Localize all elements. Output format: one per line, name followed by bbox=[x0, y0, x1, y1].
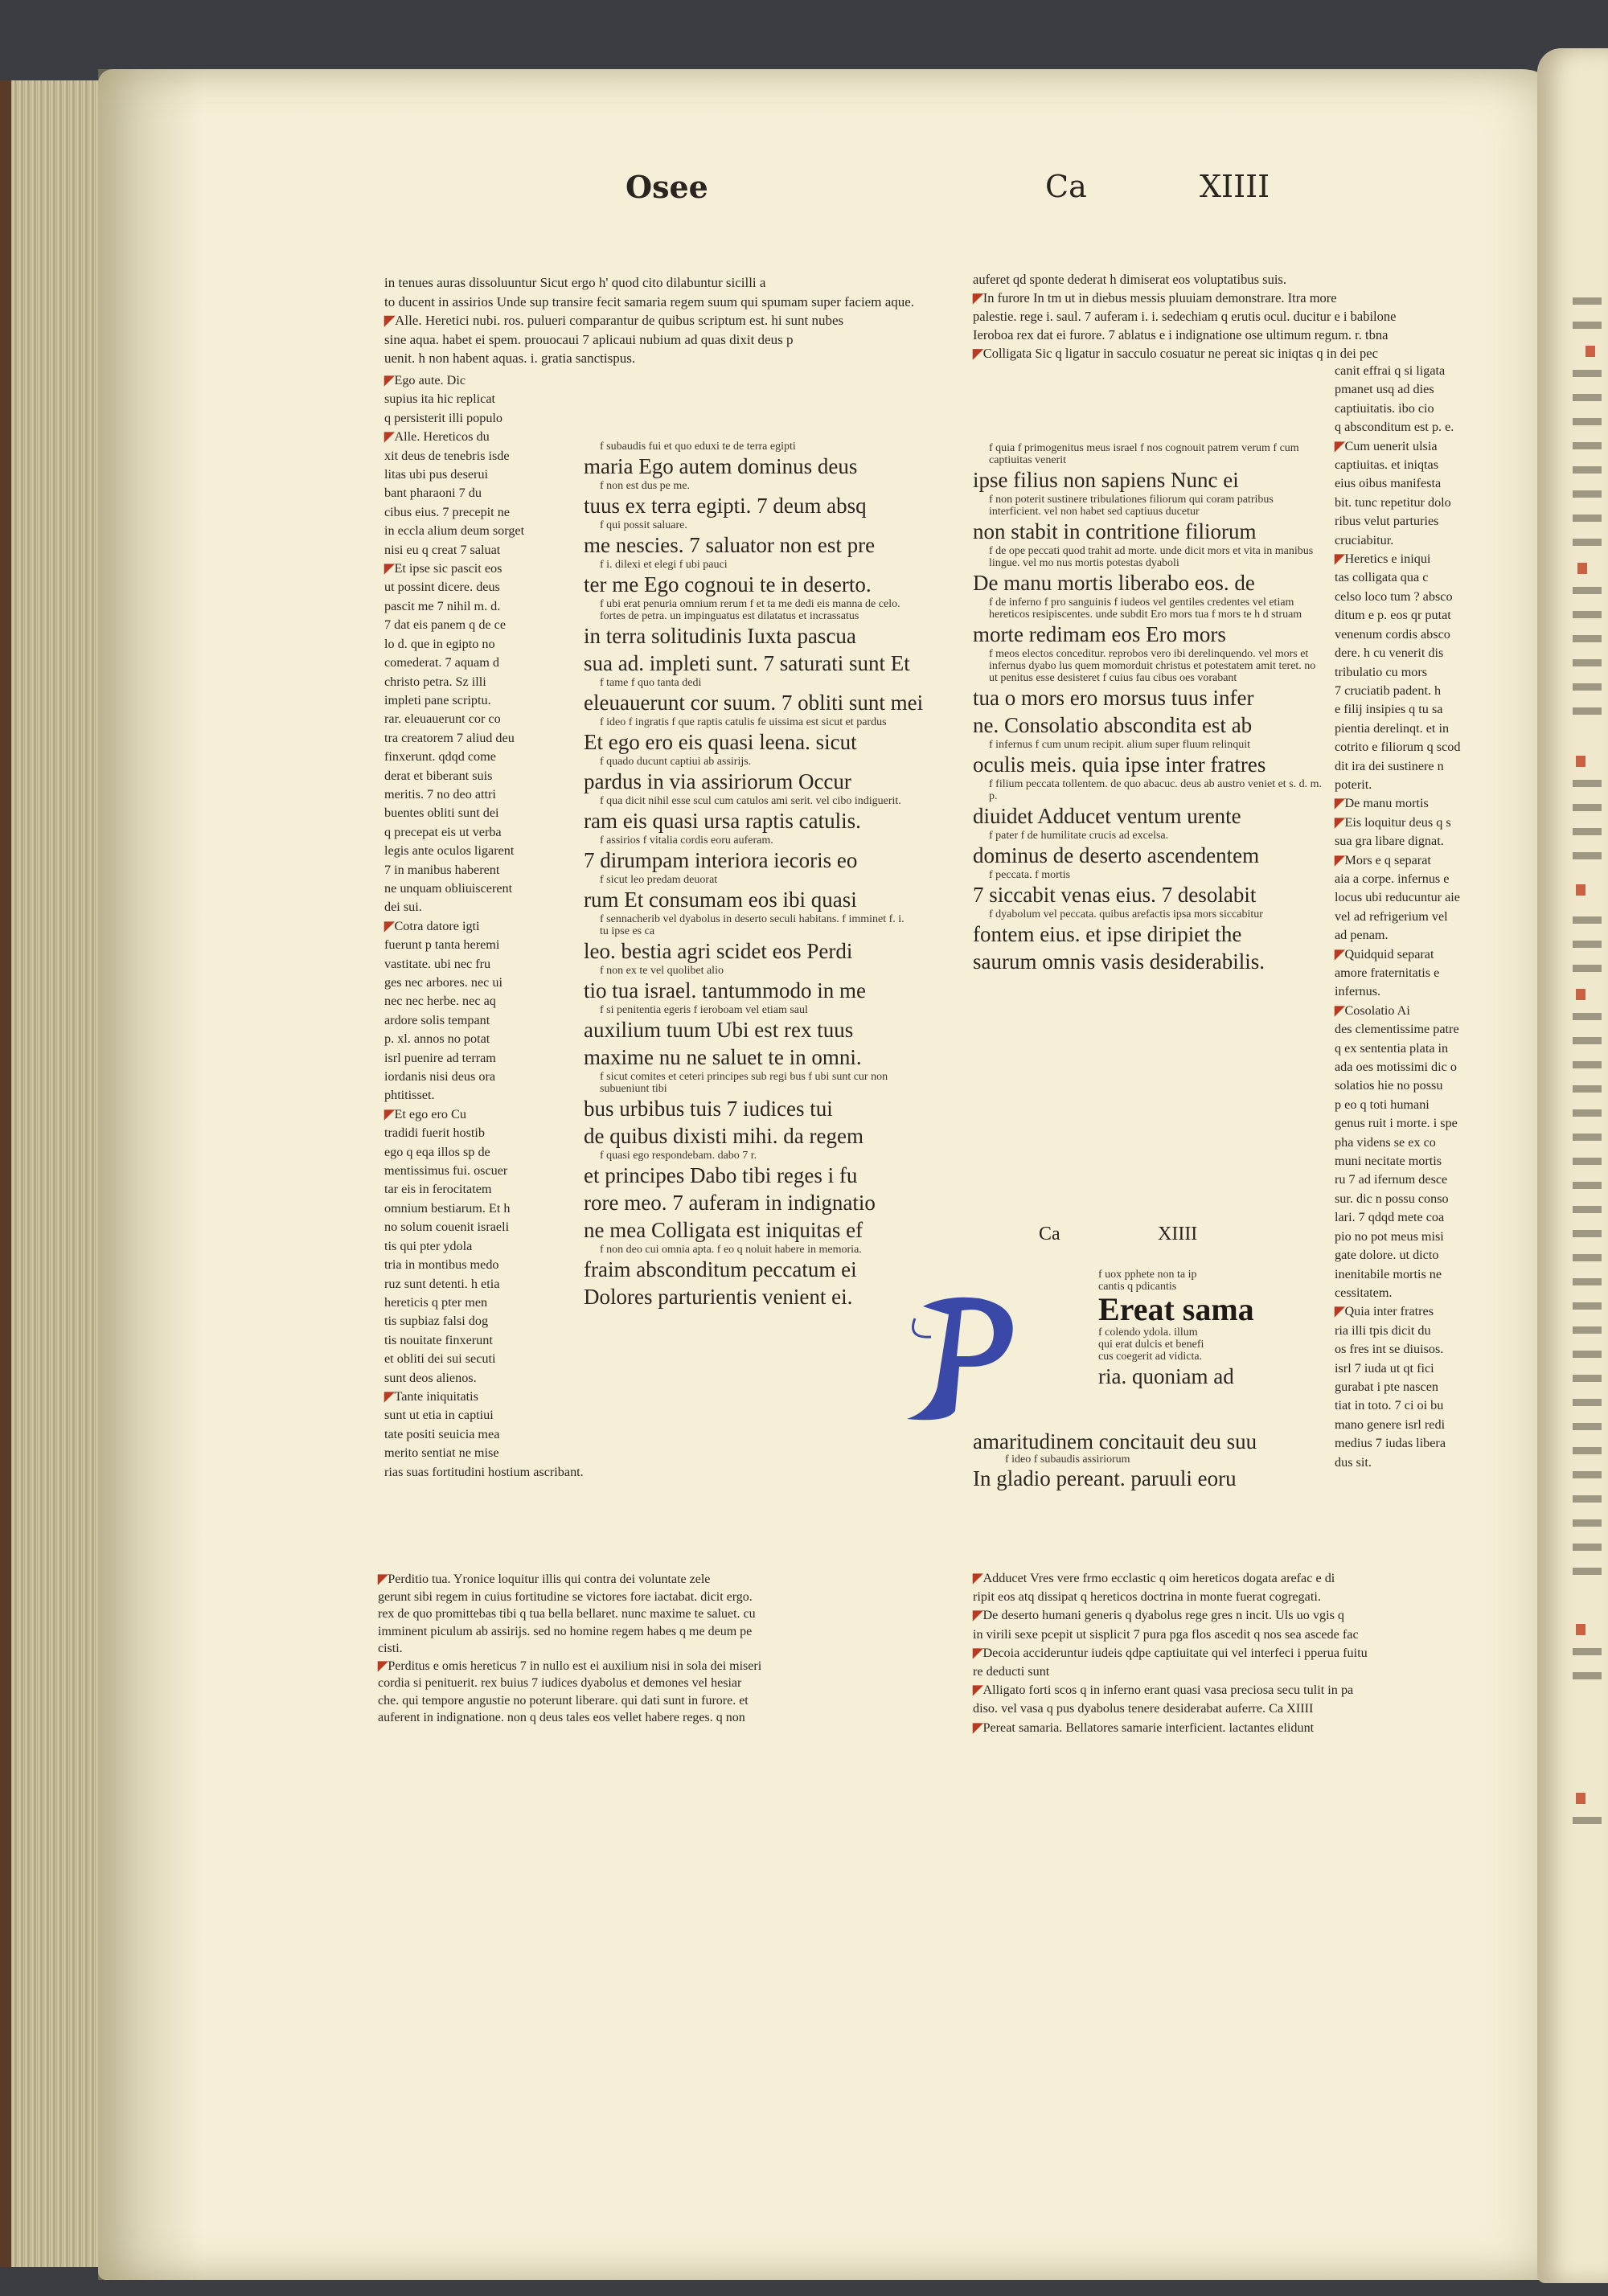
running-title: Osee bbox=[626, 169, 708, 205]
interlinear-gloss: f i. dilexi et elegi f ubi pauci bbox=[600, 559, 728, 571]
rubric-mark: ◤ bbox=[384, 313, 396, 328]
gloss-line: litas ubi pus deserui bbox=[384, 467, 489, 482]
gloss-line: ruz sunt detenti. h etia bbox=[384, 1276, 500, 1291]
right-gloss-bottom bbox=[973, 1569, 1487, 1737]
gloss-line: sua gra libare dignat. bbox=[1335, 834, 1444, 849]
gloss-line: gate dolore. ut dicto bbox=[1335, 1248, 1439, 1263]
gloss-line: sur. dic n possu conso bbox=[1335, 1191, 1449, 1206]
main-text-line: ter me Ego cognoui te in deserto. bbox=[584, 572, 872, 597]
rubric-mark: ◤ bbox=[973, 346, 983, 361]
gloss-line: impleti pane scriptu. bbox=[384, 692, 491, 707]
interlinear-gloss: f pater f de humilitate crucis ad excelsa. bbox=[989, 830, 1169, 842]
gloss-line: dus sit. bbox=[1335, 1454, 1372, 1470]
gloss-line: dei sui. bbox=[384, 900, 422, 915]
gloss-line: dit ira dei sustinere n bbox=[1335, 758, 1444, 773]
main-text-line: 7 siccabit venas eius. 7 desolabit bbox=[973, 883, 1257, 907]
gloss-line: in virili sexe pcepit ut sisplicit 7 pura pga flos ascedit q nos sea ascede fac bbox=[973, 1626, 1359, 1642]
interlinear-gloss: f sennacherib vel dyabolus in deserto seculi habitans. f imminet f. i. tu ipse es ca bbox=[600, 913, 904, 937]
gutter-shadow bbox=[98, 69, 203, 2280]
main-text-line: ne. Consolatio abscondita est ab bbox=[973, 713, 1253, 737]
gloss-line: ◤Alle. Hereticos du bbox=[384, 429, 490, 445]
gloss-line: isrl 7 iuda ut qt fici bbox=[1335, 1360, 1434, 1376]
gloss-line: e filij insipies q tu sa bbox=[1335, 702, 1443, 717]
main-text-line: de quibus dixisti mihi. da regem bbox=[584, 1124, 863, 1148]
rubric-mark: ◤ bbox=[1335, 551, 1345, 567]
gloss-line: ◤De deserto humani generis q dyabolus rege gres n incit. Uls uo vgis q bbox=[973, 1608, 1345, 1623]
gloss-line: merito sentiat ne mise bbox=[384, 1445, 499, 1461]
gloss-line: re deducti sunt bbox=[973, 1664, 1050, 1679]
right-gloss-column bbox=[1335, 362, 1503, 1472]
gloss-line: pientia derelinqt. et in bbox=[1335, 720, 1450, 736]
gloss-line: ribus velut parturies bbox=[1335, 514, 1439, 529]
gloss-line: legis ante oculos ligarent bbox=[384, 843, 515, 859]
gloss-line: ◤Quia inter fratres bbox=[1335, 1304, 1434, 1319]
rubric-mark: ◤ bbox=[384, 561, 395, 576]
gloss-line: bit. tunc repetitur dolo bbox=[1335, 494, 1451, 510]
gloss-line: bant pharaoni 7 du bbox=[384, 486, 482, 501]
initial-p-block bbox=[1098, 1269, 1339, 1390]
gloss-line: derat et biberant suis bbox=[384, 768, 493, 783]
gloss-line: ut possint dicere. deus bbox=[384, 580, 500, 595]
gloss-line: pha videns se ex co bbox=[1335, 1134, 1436, 1150]
interlinear-gloss: f dyabolum vel peccata. quibus arefactis ipsa mors siccabitur bbox=[989, 908, 1263, 920]
interlinear-gloss: f meos electos conceditur. reprobos vero ibi derelinquendo. vel mors et infernus dyabo lus quem momorduit christus et potestatem amit teret. no ut penitus esse desisteret f cuius fau cibus oes vorabant bbox=[989, 648, 1316, 684]
running-chapter-number: XIIII bbox=[1200, 169, 1270, 204]
interlinear-gloss: f filium peccata tollentem. de quo abacuc. deus ab austro veniet et s. d. m. p. bbox=[989, 778, 1323, 802]
interlinear-gloss: f de inferno f pro sanguinis f iudeos vel gentiles credentes vel etiam hereticos resipiscentes. unde subdit Ero mors tua f mors te h d struam bbox=[989, 597, 1302, 621]
gloss-line: canit effrai q si ligata bbox=[1335, 363, 1446, 378]
gloss-line: ad penam. bbox=[1335, 928, 1389, 943]
rubric-mark: ◤ bbox=[384, 373, 395, 387]
main-text-line: auxilium tuum Ubi est rex tuus bbox=[584, 1018, 854, 1042]
gloss-line: captiuitas. et iniqtas bbox=[1335, 457, 1439, 473]
rubric-mark: ◤ bbox=[1335, 1002, 1345, 1018]
gloss-line: sunt deos alienos. bbox=[384, 1370, 477, 1385]
gloss-line: tiat in toto. 7 ci oi bu bbox=[1335, 1398, 1444, 1413]
rubric-mark: ◤ bbox=[1335, 438, 1345, 453]
initial-gloss-line: f uox pphete non ta ip bbox=[1098, 1269, 1197, 1281]
gloss-line: cibus eius. 7 precepit ne bbox=[384, 504, 510, 519]
gloss-line: meritis. 7 no deo attri bbox=[384, 786, 496, 802]
rubric-mark: ◤ bbox=[384, 1106, 395, 1121]
gloss-line: q persisterit illi populo bbox=[384, 410, 503, 425]
gloss-line: tis nouitate finxerunt bbox=[384, 1332, 493, 1347]
main-text-line: non stabit in contritione filiorum bbox=[973, 519, 1257, 543]
left-gloss-top bbox=[384, 273, 915, 368]
main-text-line: leo. bestia agri scidet eos Perdi bbox=[584, 939, 853, 963]
gloss-line: iordanis nisi deus ora bbox=[384, 1069, 496, 1084]
right-gloss-top bbox=[973, 270, 1503, 363]
main-text-line: ram eis quasi ursa raptis catulis. bbox=[584, 809, 861, 833]
interlinear-gloss: f ideo f ingratis f que raptis catulis fe uissima est sicut et pardus bbox=[600, 716, 887, 728]
gloss-line: tis qui pter ydola bbox=[384, 1238, 473, 1253]
rubric-mark: ◤ bbox=[1335, 796, 1345, 811]
interlinear-gloss: f ubi erat penuria omnium rerum f et ta me dedi eis manna de celo. fortes de petra. un impinguatus est dilatatus et incrassatus bbox=[600, 598, 900, 622]
gloss-line: venenum cordis absco bbox=[1335, 626, 1450, 642]
rubric-mark: ◤ bbox=[378, 1572, 388, 1586]
gloss-line: medius 7 iudas libera bbox=[1335, 1436, 1446, 1451]
interlinear-gloss: f qui possit saluare. bbox=[600, 519, 687, 531]
main-text-line: maria Ego autem dominus deus bbox=[584, 454, 858, 478]
gloss-line: buentes obliti sunt dei bbox=[384, 806, 499, 821]
gloss-line: aia a corpe. infernus e bbox=[1335, 871, 1450, 886]
gloss-line: cisti. bbox=[378, 1642, 403, 1655]
interlinear-gloss: f de ope peccati quod trahit ad morte. unde dicit mors et vita in manibus lingue. vel mo nus mortis potestas dyaboli bbox=[989, 545, 1314, 569]
gloss-line: ◤De manu mortis bbox=[1335, 796, 1429, 811]
gloss-line: tradidi fuerit hostib bbox=[384, 1125, 485, 1141]
gloss-line: pmanet usq ad dies bbox=[1335, 382, 1434, 397]
main-text-line: tuus ex terra egipti. 7 deum absq bbox=[584, 494, 867, 518]
gloss-line: supius ita hic replicat bbox=[384, 392, 496, 407]
gloss-line: tas colligata qua c bbox=[1335, 570, 1429, 585]
initial-gloss-line: cus coegerit ad vidicta. bbox=[1098, 1351, 1203, 1363]
gloss-line: auferent in indignatione. non q deus tales eos vellet habere reges. q non bbox=[378, 1711, 745, 1724]
initial-p-continuation bbox=[973, 1429, 1343, 1491]
gloss-line: finxerunt. qdqd come bbox=[384, 749, 496, 765]
rubric-mark: ◤ bbox=[384, 429, 395, 445]
gloss-line: q precepat eis ut verba bbox=[384, 824, 502, 839]
gloss-line: captiuitatis. ibo cio bbox=[1335, 400, 1434, 416]
interlinear-gloss: f subaudis fui et quo eduxi te de terra egipti bbox=[600, 441, 796, 453]
gloss-line: palestie. rege i. saul. 7 auferam i. i. sedechiam q erutis ocul. ducitur e i babilone bbox=[973, 309, 1397, 324]
gloss-line: mano genere isrl redi bbox=[1335, 1417, 1446, 1432]
main-text-line: diuidet Adducet ventum urente bbox=[973, 804, 1241, 828]
gloss-line: amore fraternitatis e bbox=[1335, 966, 1440, 980]
gloss-line: q absconditum est p. e. bbox=[1335, 420, 1454, 435]
gloss-line: imminent piculum ab assirijs. sed no homine regem habes q me deum pe bbox=[378, 1624, 753, 1638]
gloss-line: ardore solis tempant bbox=[384, 1012, 490, 1027]
rubric-mark: ◤ bbox=[973, 1720, 983, 1735]
facing-page-edge bbox=[1537, 48, 1608, 2283]
rubric-mark: ◤ bbox=[1335, 946, 1345, 961]
gloss-line: 7 in manibus haberent bbox=[384, 862, 500, 877]
gloss-line: ◤Et ego ero Cu bbox=[384, 1106, 466, 1121]
gloss-line: ◤Perditus e omis hereticus 7 in nullo est ei auxilium nisi in sola dei miseri bbox=[378, 1658, 762, 1673]
initial-gloss-line: f colendo ydola. illum bbox=[1098, 1326, 1198, 1339]
gloss-line: sine aqua. habet ei spem. prouocaui 7 aplicaui nubium ad quas dixit deus p bbox=[384, 331, 794, 347]
gloss-line: cordia si penituerit. rex buius 7 iudices dyabolus et demones vel hesiar bbox=[378, 1676, 742, 1690]
gloss-line: ria illi tpis dicit du bbox=[1335, 1322, 1431, 1338]
interlinear-gloss: f non ex te vel quolibet alio bbox=[600, 965, 724, 977]
gloss-line: cessitatem. bbox=[1335, 1285, 1393, 1300]
gloss-line: ◤Eis loquitur deus q s bbox=[1335, 814, 1451, 830]
left-gloss-bottom bbox=[378, 1571, 900, 1727]
gloss-line: in eccla alium deum sorget bbox=[384, 523, 525, 539]
illuminated-initial-p bbox=[899, 1290, 1036, 1427]
main-text-line: amaritudinem concitauit deu suu bbox=[973, 1429, 1257, 1453]
rubric-mark: ◤ bbox=[378, 1658, 388, 1673]
gloss-line: gerunt sibi regem in cuius fortitudine se victores fore iactabat. dicit ergo. bbox=[378, 1589, 753, 1604]
interlinear-gloss: f non poterit sustinere tribulationes filiorum qui coram patribus interficient. vel non habet sed captiuus ducetur bbox=[989, 494, 1274, 518]
rubric-mark: ◤ bbox=[973, 1683, 983, 1698]
gloss-line: gurabat i pte nascen bbox=[1335, 1379, 1438, 1394]
gloss-line: mentissimus fui. oscuer bbox=[384, 1163, 508, 1179]
gloss-line: muni necitate mortis bbox=[1335, 1154, 1442, 1169]
interlinear-gloss: f si penitentia egeris f ieroboam vel etiam saul bbox=[600, 1004, 808, 1016]
main-text-line: saurum omnis vasis desiderabilis. bbox=[973, 949, 1265, 974]
gloss-line: comederat. 7 aquam d bbox=[384, 655, 499, 670]
gloss-line: ◤Alle. Heretici nubi. ros. pulueri comparantur de quibus scriptum est. hi sunt nubes bbox=[384, 313, 844, 328]
gloss-line: ◤Ego aute. Dic bbox=[384, 373, 466, 387]
left-gloss-column bbox=[384, 371, 584, 1482]
gloss-line: dere. h cu venerit dis bbox=[1335, 646, 1444, 661]
gloss-line: lari. 7 qdqd mete coa bbox=[1335, 1210, 1445, 1225]
gloss-line: ges nec arbores. nec ui bbox=[384, 975, 503, 990]
main-text-line: pardus in via assiriorum Occur bbox=[584, 769, 851, 793]
gloss-line: che. qui tempore angustie no poterunt liberare. qui dati sunt in furore. et bbox=[378, 1693, 749, 1708]
rubric-mark: ◤ bbox=[973, 290, 983, 305]
gloss-line: tribulatio cu mors bbox=[1335, 664, 1428, 679]
rubric-mark: ◤ bbox=[1335, 852, 1345, 867]
interlinear-gloss: f non est dus pe me. bbox=[600, 480, 690, 492]
gloss-line: pio no pot meus misi bbox=[1335, 1228, 1444, 1244]
gloss-line: cotrito e filiorum q scod bbox=[1335, 740, 1461, 755]
gloss-line: ditum e p. eos qr putat bbox=[1335, 608, 1451, 623]
gloss-line: xit deus de tenebris isde bbox=[384, 448, 510, 463]
rubric-mark: ◤ bbox=[973, 1645, 983, 1660]
interlinear-gloss: f quia f primogenitus meus israel f nos cognouit patrem verum f cum captiuitas venerit bbox=[989, 442, 1299, 466]
interlinear-gloss: f quado ducunt captiui ab assirijs. bbox=[600, 756, 752, 768]
gloss-line: pascit me 7 nihil m. d. bbox=[384, 598, 501, 613]
gloss-line: sunt ut etia in captiui bbox=[384, 1408, 494, 1423]
interlinear-gloss: f infernus f cum unum recipit. alium super fluum relinquit bbox=[989, 739, 1251, 751]
interlinear-gloss: f tame f quo tanta dedi bbox=[600, 677, 702, 689]
interlinear-gloss: f sicut leo predam deuorat bbox=[600, 874, 718, 886]
gloss-line: rar. eleuauerunt cor co bbox=[384, 711, 501, 727]
rubric-mark: ◤ bbox=[973, 1608, 983, 1623]
main-text-column-left bbox=[584, 441, 924, 1310]
gloss-line: rias suas fortitudini hostium ascribant. bbox=[384, 1464, 584, 1479]
gloss-line: ada oes motissimi dic o bbox=[1335, 1060, 1457, 1075]
main-text-line: Et ego ero eis quasi leena. sicut bbox=[584, 730, 857, 754]
gloss-line: 7 dat eis panem q de ce bbox=[384, 617, 507, 633]
interlinear-gloss: f peccata. f mortis bbox=[989, 869, 1071, 881]
gloss-line: uenit. h non habent aquas. i. gratia sanctispus. bbox=[384, 351, 636, 366]
rubric-mark: ◤ bbox=[384, 918, 395, 933]
gloss-line: omnium bestiarum. Et h bbox=[384, 1200, 511, 1216]
gloss-line: infernus. bbox=[1335, 984, 1381, 999]
interlinear-gloss: f quasi ego respondebam. dabo 7 r. bbox=[600, 1150, 757, 1162]
main-text-line: fontem eius. et ipse diripiet the bbox=[973, 922, 1242, 946]
gloss-line: et obliti dei sui secuti bbox=[384, 1351, 496, 1367]
main-text-line: maxime nu ne saluet te in omni. bbox=[584, 1045, 862, 1069]
gloss-line: tra creatorem 7 aliud deu bbox=[384, 730, 515, 745]
interlinear-gloss: f sicut comites et ceteri principes sub regi bus f ubi sunt cur non subueniunt tibi bbox=[600, 1071, 888, 1095]
gloss-line: tria in montibus medo bbox=[384, 1257, 499, 1273]
initial-gloss-line: qui erat dulcis et benefi bbox=[1098, 1339, 1204, 1351]
gloss-line: fuerunt p tanta heremi bbox=[384, 937, 500, 953]
main-text-line: In gladio pereant. paruuli eoru bbox=[973, 1466, 1237, 1490]
gloss-line: ◤Cum uenerit ulsia bbox=[1335, 438, 1438, 453]
gloss-line: Ieroboa rex dat ei furore. 7 ablatus e i indignatione ose ultimum regum. r. tbna bbox=[973, 327, 1389, 342]
gloss-line: tis supbiaz falsi dog bbox=[384, 1314, 489, 1329]
gloss-line: inenitabile mortis ne bbox=[1335, 1266, 1442, 1281]
main-text-line: in terra solitudinis Iuxta pascua bbox=[584, 624, 856, 648]
gloss-line: vastitate. ubi nec fru bbox=[384, 956, 491, 971]
interlinear-gloss: f non deo cui omnia apta. f eo q noluit habere in memoria. bbox=[600, 1244, 862, 1256]
main-text-line: oculis meis. quia ipse inter fratres bbox=[973, 752, 1266, 777]
gloss-line: ◤Et ipse sic pascit eos bbox=[384, 561, 503, 576]
gloss-line: p eo q toti humani bbox=[1335, 1097, 1430, 1112]
gloss-line: rex de quo promittebas tibi q tua bella bellaret. nunc maxime te saluet. cu bbox=[378, 1607, 756, 1621]
gloss-line: ◤Decoia accideruntur iudeis qdpe captiuitate qui vel interfeci i pperua fuitu bbox=[973, 1645, 1368, 1660]
rubric-mark: ◤ bbox=[384, 1388, 395, 1404]
gloss-line: ◤Perditio tua. Yronice loquitur illis qui contra dei voluntate zele bbox=[378, 1572, 711, 1586]
gloss-line: solatios hie no possu bbox=[1335, 1078, 1443, 1093]
main-text-line: me nescies. 7 saluator non est pre bbox=[584, 533, 876, 557]
rubric-mark: ◤ bbox=[1335, 1304, 1345, 1319]
gloss-line: ripit eos atq dissipat q hereticos doctrina in monte fuerat cogregati. bbox=[973, 1589, 1321, 1605]
main-text-line: eleuauerunt cor suum. 7 obliti sunt mei bbox=[584, 691, 924, 715]
interlinear-gloss: f assirios f vitalia cordis eoru auferam. bbox=[600, 834, 773, 847]
gloss-line: nisi eu q creat 7 saluat bbox=[384, 542, 501, 557]
gloss-line: ne unquam obliuiscerent bbox=[384, 880, 513, 896]
gloss-line: ◤Alligato forti scos q in inferno erant quasi vasa preciosa secu tulit in pa bbox=[973, 1683, 1354, 1698]
gloss-line: ◤Tante iniquitatis bbox=[384, 1388, 478, 1404]
main-text-line: De manu mortis liberabo eos. de bbox=[973, 571, 1255, 595]
main-text-line: dominus de deserto ascendentem bbox=[973, 843, 1260, 867]
gloss-line: tar eis in ferocitatem bbox=[384, 1182, 492, 1197]
gloss-line: ◤Pereat samaria. Bellatores samarie interficient. lactantes elidunt bbox=[973, 1720, 1315, 1735]
gloss-line: lo d. que in egipto no bbox=[384, 636, 495, 651]
main-text-line: sua ad. impleti sunt. 7 saturati sunt Et bbox=[584, 651, 910, 675]
gloss-line: ◤Cotra datore igti bbox=[384, 918, 480, 933]
gloss-line: ◤Cosolatio Ai bbox=[1335, 1002, 1410, 1018]
gloss-line: vel ad refrigerium vel bbox=[1335, 908, 1448, 924]
gloss-line: nec nec herbe. nec aq bbox=[384, 994, 496, 1009]
running-chapter-label: Ca bbox=[1045, 169, 1087, 204]
chapter-break-label: Ca bbox=[1039, 1224, 1060, 1244]
gloss-line: cruciabitur. bbox=[1335, 532, 1394, 547]
gloss-line: q ex sententia plata in bbox=[1335, 1040, 1449, 1056]
gloss-line: os fres int se diuisos. bbox=[1335, 1342, 1444, 1357]
main-text-column-right bbox=[973, 442, 1327, 975]
main-text-line: tua o mors ero morsus tuus infer bbox=[973, 686, 1254, 710]
main-text-line: tio tua israel. tantummodo in me bbox=[584, 978, 866, 1002]
gloss-line: phtitisset. bbox=[384, 1088, 435, 1103]
main-text-line: et principes Dabo tibi reges i fu bbox=[584, 1163, 858, 1187]
interlinear-gloss: f qua dicit nihil esse scul cum catulos ami serit. vel cibo indiguerit. bbox=[600, 795, 901, 807]
gloss-line: ru 7 ad ifernum desce bbox=[1335, 1172, 1448, 1187]
main-text-line: 7 dirumpam interiora iecoris eo bbox=[584, 848, 858, 872]
main-text-line: Dolores parturientis venient ei. bbox=[584, 1285, 853, 1309]
gloss-line: auferet qd sponte dederat h dimiserat eos voluptatibus suis. bbox=[973, 272, 1286, 287]
gloss-line: ◤Heretics e iniqui bbox=[1335, 551, 1431, 567]
main-text-line: rum Et consumam eos ibi quasi bbox=[584, 888, 857, 912]
gloss-line: ego q eqa illos sp de bbox=[384, 1144, 490, 1159]
chapter-break-number: XIIII bbox=[1158, 1224, 1198, 1244]
gloss-line: no solum couenit israeli bbox=[384, 1220, 510, 1235]
rubric-mark: ◤ bbox=[973, 1571, 983, 1585]
chapter-incipit: Ereat sama bbox=[1098, 1291, 1254, 1327]
gloss-line: ◤In furore In tm ut in diebus messis pluuiam demonstrare. Itra more bbox=[973, 290, 1337, 305]
main-text-line: ipse filius non sapiens Nunc ei bbox=[973, 468, 1239, 492]
gloss-line: eius oibus manifesta bbox=[1335, 476, 1442, 491]
gloss-line: genus ruit i morte. i spe bbox=[1335, 1116, 1458, 1131]
gloss-line: hereticis q pter men bbox=[384, 1294, 488, 1310]
gloss-line: p. xl. annos no potat bbox=[384, 1031, 490, 1047]
main-text-line: rore meo. 7 auferam in indignatio bbox=[584, 1191, 876, 1215]
gloss-line: ◤Colligata Sic q ligatur in sacculo cosuatur ne pereat sic iniqtas q in dei pec bbox=[973, 346, 1378, 361]
gloss-line: poterit. bbox=[1335, 777, 1372, 792]
gloss-line: diso. vel vasa q pus dyabolus tenere desiderabat auferre. Ca XIIII bbox=[973, 1701, 1314, 1716]
gloss-line: celso loco tum ? absco bbox=[1335, 588, 1453, 604]
gloss-line: ◤Mors e q separat bbox=[1335, 852, 1431, 867]
gloss-line: ◤Adducet Vres vere frmo ecclastic q oim hereticos dogata arefac e di bbox=[973, 1571, 1335, 1585]
main-text-line: fraim absconditum peccatum ei bbox=[584, 1257, 857, 1281]
main-text-line: bus urbibus tuis 7 iudices tui bbox=[584, 1097, 833, 1121]
gloss-line: locus ubi reducuntur aie bbox=[1335, 890, 1460, 905]
gloss-line: 7 cruciatib padent. h bbox=[1335, 683, 1442, 698]
gloss-line: christo petra. Sz illi bbox=[384, 674, 486, 689]
gloss-line: isrl puenire ad terram bbox=[384, 1050, 496, 1065]
gloss-line: ◤Quidquid separat bbox=[1335, 946, 1434, 961]
main-text-line: ria. quoniam ad bbox=[1098, 1364, 1234, 1388]
interlinear-gloss: f ideo f subaudis assiriorum bbox=[1005, 1453, 1130, 1466]
main-text-line: morte redimam eos Ero mors bbox=[973, 622, 1226, 646]
initial-gloss-line: cantis q pdicantis bbox=[1098, 1281, 1177, 1293]
gloss-line: to ducent in assirios Unde sup transire fecit samaria regem suum qui spumam super faciem aque. bbox=[384, 293, 915, 310]
gloss-line: in tenues auras dissoluuntur Sicut ergo h' quod cito dilabuntur sicilli a bbox=[384, 275, 766, 290]
main-text-line: ne mea Colligata est iniquitas ef bbox=[584, 1218, 863, 1242]
rubric-mark: ◤ bbox=[1335, 814, 1345, 830]
gloss-line: tate positi seuicia mea bbox=[384, 1426, 500, 1441]
gloss-line: des clementissime patre bbox=[1335, 1022, 1459, 1037]
